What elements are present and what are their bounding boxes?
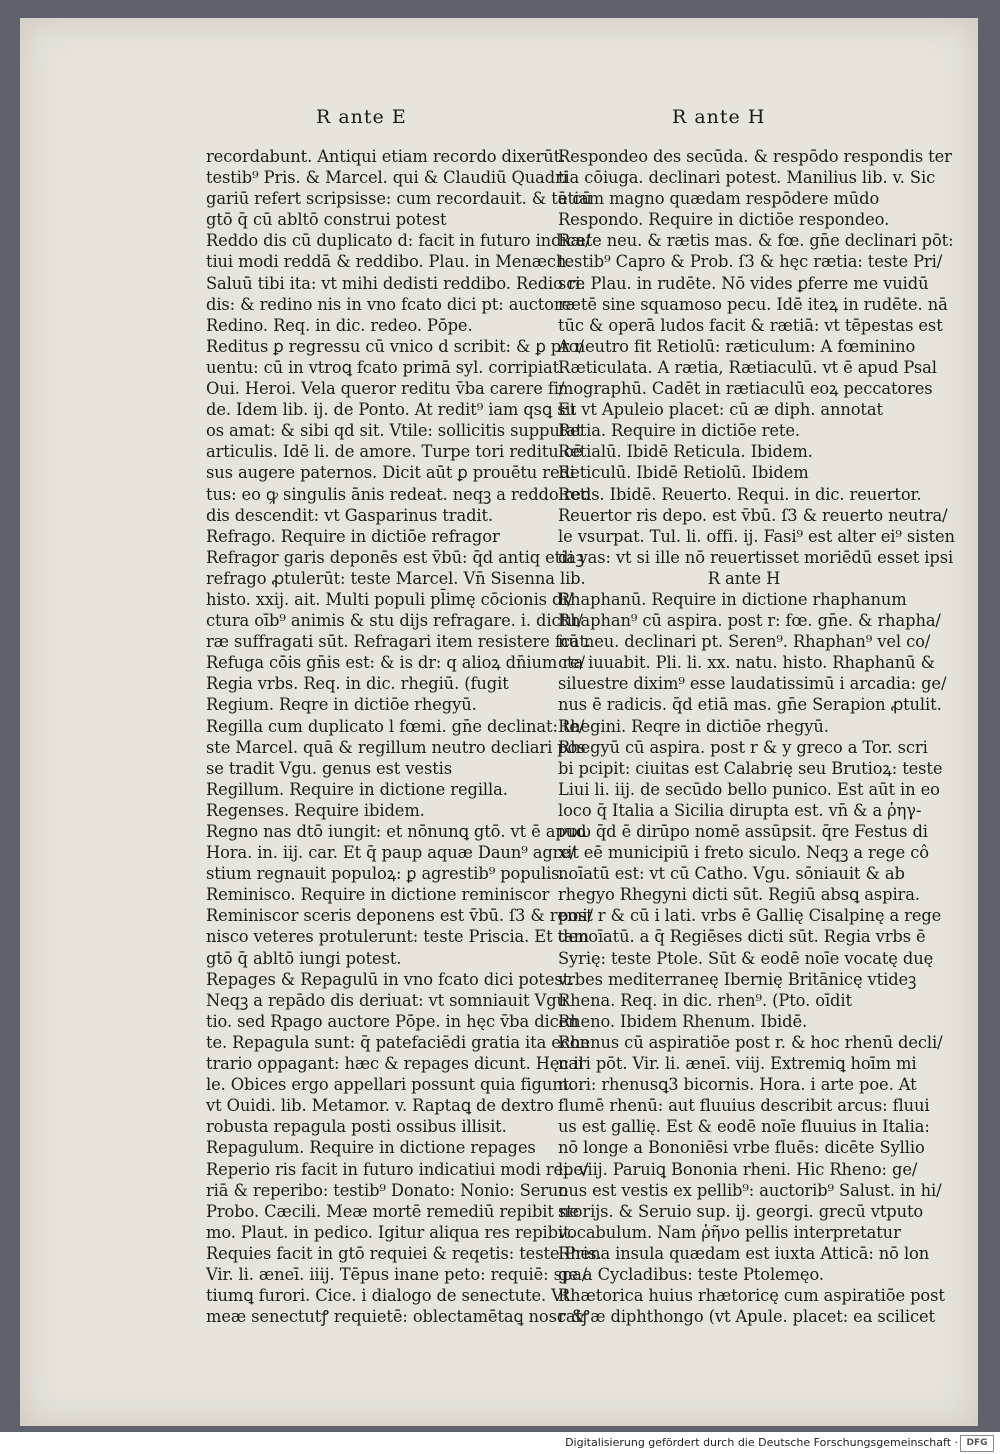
text-line: Regenses. Require ibidem.	[206, 800, 425, 820]
text-line: ste Marcel. quā & regillum neutro decliari pos	[206, 737, 586, 757]
text-line: se tradit Vgu. genus est vestis	[206, 758, 453, 778]
text-line: sci. Plau. in rudēte. Nō vides ꝑferre me vuidū	[558, 273, 929, 293]
text-line: recordabunt. Antiqui etiam recordo dixerūt:	[206, 147, 566, 166]
text-line: histo. xxij. ait. Multi populi pl̄imę cōcionis di/	[206, 589, 573, 609]
text-line: Reticulū. Ibidē Retiolū. Ibidem	[558, 463, 809, 483]
text-line: Rhena insula quædam est iuxta Atticā: nō lon	[558, 1243, 930, 1263]
text-line: ctura oīb⁹ animis & stu dijs refragare. i. dictu/	[206, 611, 583, 631]
text-line: le vsurpat. Tul. li. offi. ij. Fasi⁹ est alter ei⁹ sisten	[558, 526, 955, 546]
text-line: rætē sine squamoso pecu. Idē iteꝝ in rudēte. nā	[558, 294, 948, 314]
text-line: gtō q̄ cū abltō construi potest	[206, 210, 447, 230]
text-line: Regium. Reqre in dictiōe rhegyū.	[206, 695, 477, 715]
text-line: di vas: vt si ille nō reuertisset moriēdū esset ipsi	[558, 547, 954, 567]
text-line: Hora. in. iij. car. Et q̄ paup aquæ Daun⁹ agre/	[206, 843, 576, 863]
running-head-right: R ante H	[672, 106, 766, 128]
text-line: Refragor garis deponēs est v̄bū: q̄d antiq etiaꝫ	[206, 547, 585, 567]
text-line: bi pcipit: ciuitas est Calabrię seu Brutioꝝ: teste	[558, 758, 943, 778]
text-line: le. Obices ergo appellari possunt quia figunt.	[206, 1075, 575, 1095]
text-line: Rhenus cū aspiratiōe post r. & hoc rhenū decli/	[558, 1032, 943, 1052]
text-line: Oui. Heroi. Vela queror reditu v̄ba carere fi/	[206, 379, 565, 399]
text-line: testib⁹ Capro & Prob. ſ3 & hęc rætia: teste Pri/	[558, 252, 943, 272]
text-line: Rhaphan⁹ cū aspira. post r: fœ. gn̄e. & rhapha/	[558, 611, 941, 631]
left-column	[206, 146, 602, 1327]
dfg-logo: DFG	[960, 1435, 994, 1452]
text-line: siluestre dixim⁹ esse laudatissimū i arcadia: ge/	[558, 674, 947, 694]
text-line: Retia. Require in dictiōe rete.	[558, 421, 800, 441]
text-line: trario oppagant: hæc & repages dicunt. Hęc il	[206, 1054, 584, 1074]
text-line: dis descendit: vt Gasparinus tradit.	[206, 505, 494, 525]
text-line: cta iuuabit. Pli. li. xx. natu. histo. Rhaphanū &	[558, 653, 935, 673]
text-line: Regia vrbs. Req. in dic. rhegiū. (fugit	[206, 674, 509, 694]
text-line: rhegyo Rhegyni dicti sūt. Regiū absꝗ aspira.	[558, 885, 920, 905]
text-line: tia cōiuga. declinari potest. Manilius lib. v. Sic	[558, 168, 936, 188]
text-line: tio. sed Rpago auctore Pōpe. in hęc v̄ba dicen	[206, 1011, 579, 1031]
text-line: os amat: & sibi qd sit. Vtile: sollicitis supputat	[206, 421, 583, 441]
text-line: Requies facit in gtō requiei & reqetis: teste Pris.	[206, 1243, 602, 1263]
text-line: storijs. & Seruio sup. ij. georgi. grecū vtputo	[558, 1201, 924, 1221]
text-line: Rhena. Req. in dic. rhen⁹. (Pto. oīdit	[558, 990, 852, 1010]
text-line: tiui modi reddā & reddibo. Plau. in Menæch.	[206, 252, 572, 272]
text-line: tūc & operā ludos facit & rætiā: vt tēpestas est	[558, 315, 943, 335]
text-line: riā & reperibo: testib⁹ Donato: Nonio: Seruo	[206, 1180, 569, 1200]
text-line: Ræte neu. & rætis mas. & fœ. gn̄e declinari pōt:	[558, 231, 954, 251]
text-line: te. Repagula sunt: q̄ patefaciēdi gratia ita econ	[206, 1032, 590, 1052]
text-line: gtō q̄ abltō iungi potest.	[206, 948, 402, 968]
text-line: de. Idem lib. ij. de Ponto. At redit⁹ iam qsꝗ su	[206, 400, 576, 420]
text-line: mo. Plaut. in pedico. Igitur aliqua res repibit.	[206, 1222, 575, 1242]
text-line: ræ suffragati sūt. Refragari item resistere fcat.	[206, 632, 591, 652]
text-line: vocabulum. Nam ῥῆνο pellis interpretatur	[558, 1222, 901, 1242]
text-line: Rhaphanū. Require in dictione rhaphanum	[558, 589, 907, 609]
text-line: uentu: cū in vtroꝗ fcato primā syl. corripiat.	[206, 357, 565, 377]
text-line: Reperio ris facit in futuro indicatiui modi repe/	[206, 1159, 589, 1179]
text-line: nō longe a Bononiēsi vrbe fluēs: dicēte Syllio	[558, 1138, 925, 1158]
text-line: Respondo. Require in dictiōe respondeo.	[558, 210, 890, 230]
text-line: Refrago. Require in dictiōe refragor	[206, 526, 500, 546]
text-line: tus: eo ꝙ singulis ānis redeat. neqꝫ a reddo red	[206, 484, 592, 504]
text-line: Rhegini. Reqre in dictiōe rhegyū.	[558, 716, 829, 736]
text-line: etiam magno quædam respōdere mūdo	[558, 189, 880, 209]
text-line: vt Ouidi. lib. Metamor. v. Raptaꝗ de dextro	[206, 1096, 554, 1116]
text-line: Neqꝫ a repādo dis deriuat: vt somniauit Vgu	[206, 990, 567, 1010]
text-line: nari pōt. Vir. li. æneī. viij. Extremiꝗ hoīm mi	[558, 1054, 917, 1074]
text-line: Regno nas dtō iungit: et nōnunꝗ gtō. vt ē apud	[206, 822, 587, 841]
text-line: nus ē radicis. q̄d etiā mas. gn̄e Serapion ꝓtulit.	[558, 695, 942, 715]
text-line: flumē rhenū: aut fluuius describit arcus: fluui	[558, 1096, 930, 1116]
text-line: denoīatū. a q̄ Regiēses dicti sūt. Regia vrbs ē	[558, 927, 926, 947]
text-line: Refuga cōis gn̄is est: & is dr: q alioꝝ dn̄ium re/	[206, 653, 585, 673]
text-line: Repages & Repagulū in vno fcato dici potest.	[206, 969, 575, 989]
text-line: mographū. Cadēt in rætiaculū eoꝝ peccatores	[558, 379, 933, 399]
text-line: Redino. Req. in dic. redeo. Pōpe.	[206, 315, 473, 335]
right-column	[558, 146, 955, 1327]
text-line: dis: & redino nis in vno fcato dici pt: auctore	[206, 294, 572, 314]
text-line: R ante H	[707, 568, 781, 588]
footer-credit: Digitalisierung gefördert durch die Deutsche Forschungsgemeinschaft ·	[565, 1436, 958, 1449]
text-line: articulis. Idē li. de amore. Turpe tori reditu cē	[206, 442, 583, 462]
text-line: refrago ꝓtulerūt: teste Marcel. Vn̄ Sisenna lib.	[206, 568, 586, 588]
text-line: Reuertor ris depo. est v̄bū. ſ3 & reuerto neutra/	[558, 505, 948, 525]
text-line: Reditus ꝑ regressu cū vnico d scribit: & ꝑ pro/	[206, 336, 584, 356]
text-line: li. viij. Paruiꝗ Bononia rheni. Hic Rheno: ge/	[558, 1159, 918, 1179]
text-line: nori: rhenusꝗ3 bicornis. Hora. i arte poe. At	[558, 1075, 917, 1095]
text-line: robusta repagula posti ossibus illisit.	[206, 1117, 507, 1137]
text-line: Retialū. Ibidē Reticula. Ibidem.	[558, 442, 813, 462]
text-line: Rheno. Ibidem Rhenum. Ibidē.	[558, 1011, 808, 1031]
text-line: Reddo dis cū duplicato d: facit in futuro indica/	[206, 231, 591, 251]
text-line: post r & cū i lati. vrbs ē Gallię Cisalpinę a rege	[558, 906, 942, 926]
book-page	[20, 18, 978, 1426]
text-line: Et vt Apuleio placet: cū æ diph. annotat	[558, 400, 883, 420]
text-line: testib⁹ Pris. & Marcel. qui & Claudiū Quadri	[206, 168, 568, 188]
text-line: tiumꝗ furori. Cice. i dialogo de senectute. Vt	[206, 1286, 570, 1306]
text-line: us est gallię. Est & eodē noīe fluuius in Italia:	[558, 1117, 930, 1137]
text-line: sus augere paternos. Dicit aūt ꝑ prouētu redi	[206, 463, 575, 483]
text-line: Reminiscor sceris deponens est v̄bū. ſ3 & remi/	[206, 906, 593, 926]
text-line: Vir. li. æneī. iiij. Tēpus inane peto: requiē: spa/	[206, 1264, 588, 1284]
text-line: νυω q̄d ē dirūpo nomē assūpsit. q̄re Festus di	[558, 822, 928, 841]
text-line: Rhætorica huius rhætoricę cum aspiratiōe post	[558, 1286, 945, 1306]
text-line: xit eē municipiū i freto siculo. Neqꝫ a rege cô	[558, 843, 929, 863]
text-line: nisco veteres protulerunt: teste Priscia. Et tam	[206, 927, 590, 947]
text-line: Probo. Cæcili. Meæ mortē remediū repibit ne	[206, 1201, 579, 1221]
text-line: meæ senectutꝭ requietē: oblectamētaꝗ noscatꝭ	[206, 1307, 590, 1327]
text-line: r & æ diphthongo (vt Apule. placet: ea scilicet	[558, 1307, 935, 1327]
text-line: Liui li. iij. de secūdo bello punico. Est aūt in eo	[558, 779, 940, 799]
text-line: loco q̄ Italia a Sicilia dirupta est. vn̄ & a ῥηγ-	[558, 800, 922, 820]
text-line: Respondeo des secūda. & respōdo respondis ter	[558, 147, 952, 166]
text-line: A neutro fit Retiolū: ræticulum: A fœminino	[558, 336, 916, 356]
text-line: vrbes mediterraneę Ibernię Britānicę vtideꝫ	[558, 969, 917, 989]
text-line: nū neu. declinari pt. Seren⁹. Rhaphan⁹ vel co/	[558, 632, 931, 652]
text-line: Reminisco. Require in dictione reminiscor	[206, 885, 550, 905]
text-line: Repagulum. Require in dictione repages	[206, 1138, 536, 1158]
footer-bar	[0, 1432, 1000, 1454]
text-line: noīatū est: vt cū Catho. Vgu. sōniauit & ab	[558, 864, 905, 884]
text-line: Regillum. Require in dictione regilla.	[206, 779, 508, 799]
text-line: Rhegyū cū aspira. post r & y greco a Tor. scri	[558, 737, 928, 757]
text-line: stium regnauit populoꝝ: ꝑ agrestib⁹ populis.	[206, 864, 565, 884]
running-head-left: R ante E	[316, 106, 407, 128]
text-line: Regilla cum duplicato l fœmi. gn̄e declinat: te/	[206, 716, 585, 736]
text-line: Syrię: teste Ptole. Sūt & eodē noīe vocatę duę	[558, 948, 934, 968]
text-line: Retis. Ibidē. Reuerto. Requi. in dic. reuertor.	[558, 484, 922, 504]
text-line: Ræticulata. A rætia, Rætiaculū. vt ē apud Psal	[558, 357, 937, 377]
text-line: gariū refert scripsisse: cum recordauit. & tā cū	[206, 189, 592, 209]
text-line: ge a Cycladibus: teste Ptolemęo.	[558, 1264, 824, 1284]
text-line: Saluū tibi ita: vt mihi dedisti reddibo. Redio re	[206, 273, 586, 293]
text-line: nus est vestis ex pellib⁹: auctorib⁹ Salust. in hi/	[558, 1180, 942, 1200]
